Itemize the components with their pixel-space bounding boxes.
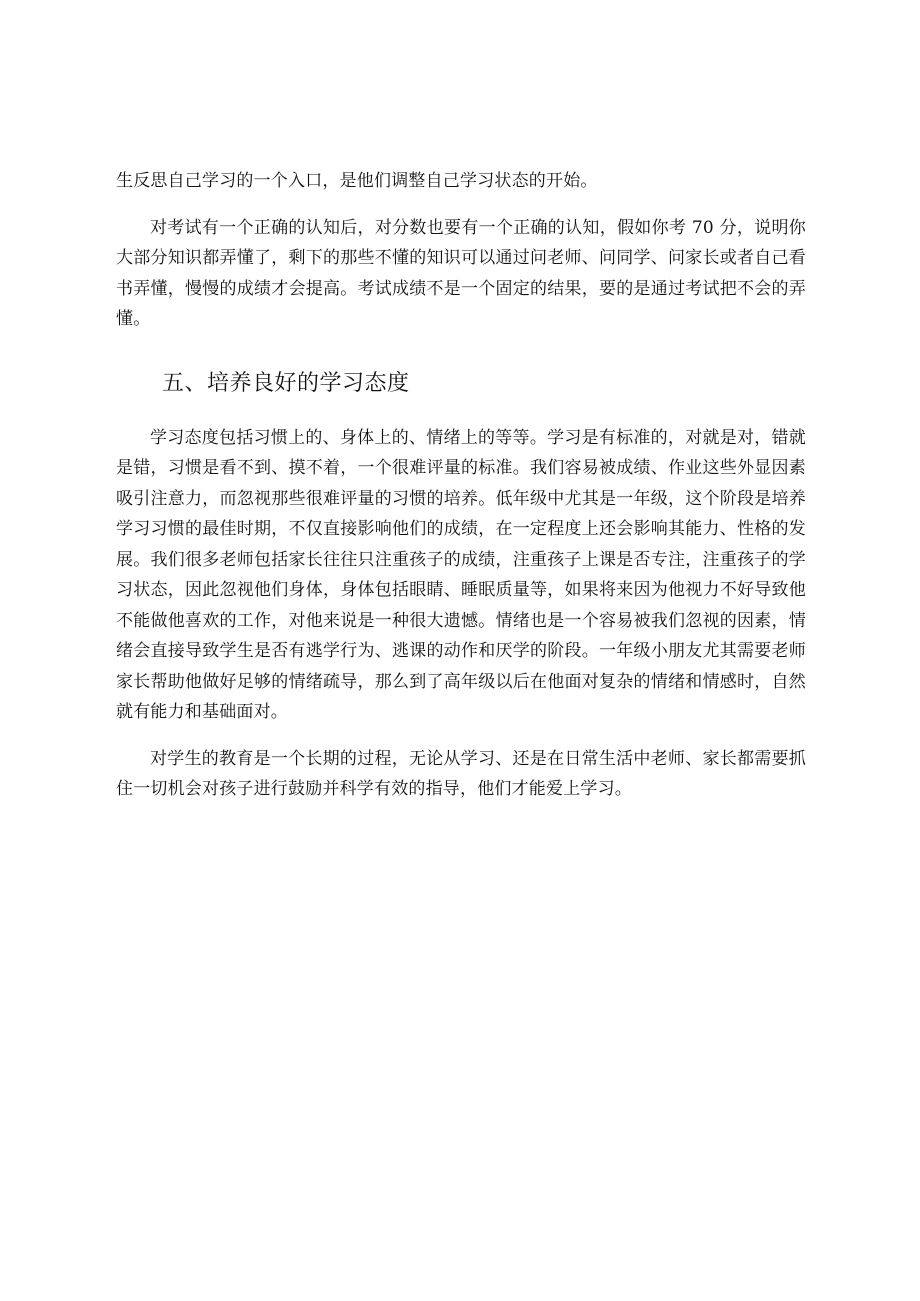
paragraph-learning-attitude: 学习态度包括习惯上的、身体上的、情绪上的等等。学习是有标准的，对就是对，错就是错，习惯是看不到、摸不着，一个很难评量的标准。我们容易被成绩、作业这些外显因素吸引注意力，而忽视那些很难评量的习惯的培养。低年级中尤其是一年级，这个阶段是培养学习习惯的最佳时期，不仅直接影响他们的成绩，在一定程度上还会影响其能力、性格的发展。我们很多老师包括家长往往只注重孩子的成绩，注重孩子上课是否专注，注重孩子的学习状态，因此忽视他们身体，身体包括眼睛、睡眠质量等，如果将来因为他视力不好导致他不能做他喜欢的工作，对他来说是一种很大遗憾。情绪也是一个容易被我们忽视的因素，情绪会直接导致学生是否有逃学行为、逃课的动作和厌学的阶段。一年级小朋友尤其需要老师家长帮助他做好足够的情绪疏导，那么到了高年级以后在他面对复杂的情绪和情感时，自然就有能力和基础面对。	[116, 427, 806, 722]
paragraph-exam-score: 对考试有一个正确的认知后，对分数也要有一个正确的认知，假如你考 70 分，说明你大部分知识都弄懂了，剩下的那些不懂的知识可以通过问老师、问同学、问家长或者自己看书弄懂，慢慢的成绩才会提高。考试成绩不是一个固定的结果，要的是通过考试把不会的弄懂。	[116, 217, 806, 329]
section-heading: 五、培养良好的学习态度	[162, 370, 410, 396]
paragraph-continuation: 生反思自己学习的一个入口，是他们调整自己学习状态的开始。	[116, 171, 598, 191]
paragraph-conclusion: 对学生的教育是一个长期的过程，无论从学习、还是在日常生活中老师、家长都需要抓住一切机会对孩子进行鼓励并科学有效的指导，他们才能爱上学习。	[116, 748, 806, 799]
document-body	[116, 166, 806, 805]
